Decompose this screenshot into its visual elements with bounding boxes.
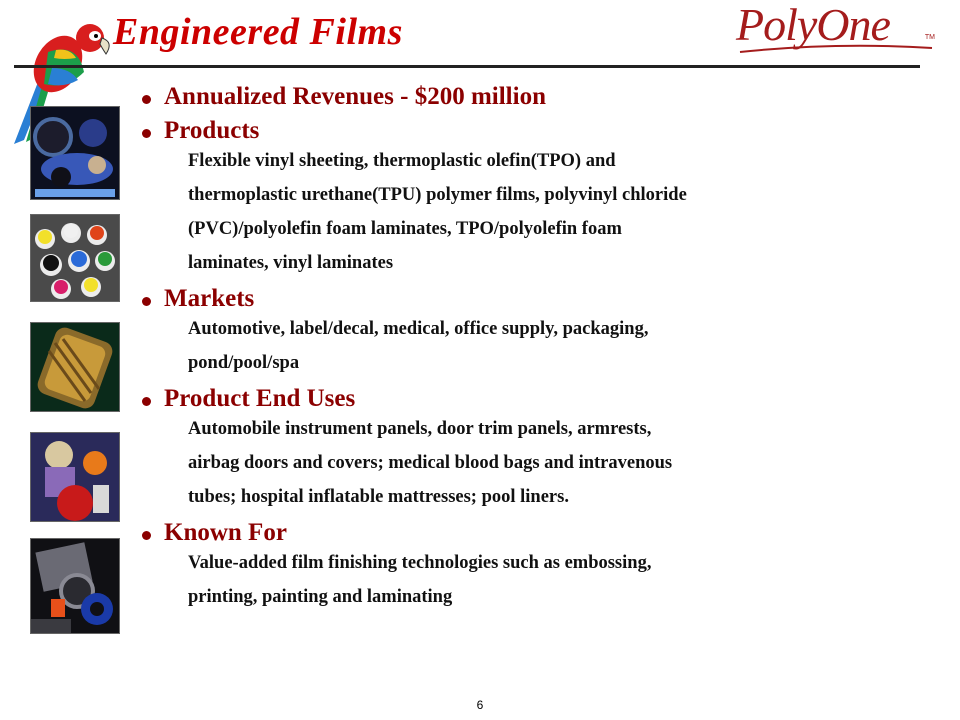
- body-line: Flexible vinyl sheeting, thermoplastic olefin(TPO) and: [188, 151, 616, 171]
- body-line: airbag doors and covers; medical blood bags and intravenous: [188, 453, 673, 473]
- bullet-heading: Products: [140, 116, 840, 146]
- body-line: pond/pool/spa: [188, 353, 300, 373]
- body-line: thermoplastic urethane(TPU) polymer films, polyvinyl chloride: [188, 185, 687, 205]
- bullet-body: [140, 412, 840, 514]
- title-divider: [14, 65, 920, 68]
- body-line: Automotive, label/decal, medical, office supply, packaging,: [188, 319, 649, 339]
- bullet-body: [140, 312, 840, 380]
- body-line: (PVC)/polyolefin foam laminates, TPO/polyolefin foam: [188, 219, 622, 239]
- content-area: [140, 78, 840, 614]
- bullet-body: [140, 144, 840, 280]
- bullet-heading: Known For: [140, 518, 840, 548]
- bullet-heading: Markets: [140, 284, 840, 314]
- body-line: laminates, vinyl laminates: [188, 253, 394, 273]
- polyone-logo: [736, 2, 941, 60]
- body-line: tubes; hospital inflatable mattresses; pool liners.: [188, 487, 569, 507]
- slide-title: Engineered Films: [113, 11, 403, 53]
- logo-trademark: TM: [924, 34, 935, 41]
- thumbnail-finishing-photo: [30, 538, 120, 634]
- page-number: 6: [476, 698, 484, 712]
- body-line: printing, painting and laminating: [188, 587, 453, 607]
- body-line: Value-added film finishing technologies such as embossing,: [188, 553, 652, 573]
- thumbnail-end-uses-photo: [30, 432, 120, 522]
- bullet-body: [140, 546, 840, 614]
- thumbnail-filter-roll-photo: [30, 322, 120, 412]
- logo-wordmark: PolyOne: [736, 0, 890, 50]
- bullet-heading: Product End Uses: [140, 384, 840, 414]
- thumbnail-colored-pellets-photo: [30, 214, 120, 302]
- thumbnail-products-photo: [30, 106, 120, 200]
- bullet-heading: Annualized Revenues - $200 million: [140, 82, 840, 112]
- body-line: Automobile instrument panels, door trim panels, armrests,: [188, 419, 652, 439]
